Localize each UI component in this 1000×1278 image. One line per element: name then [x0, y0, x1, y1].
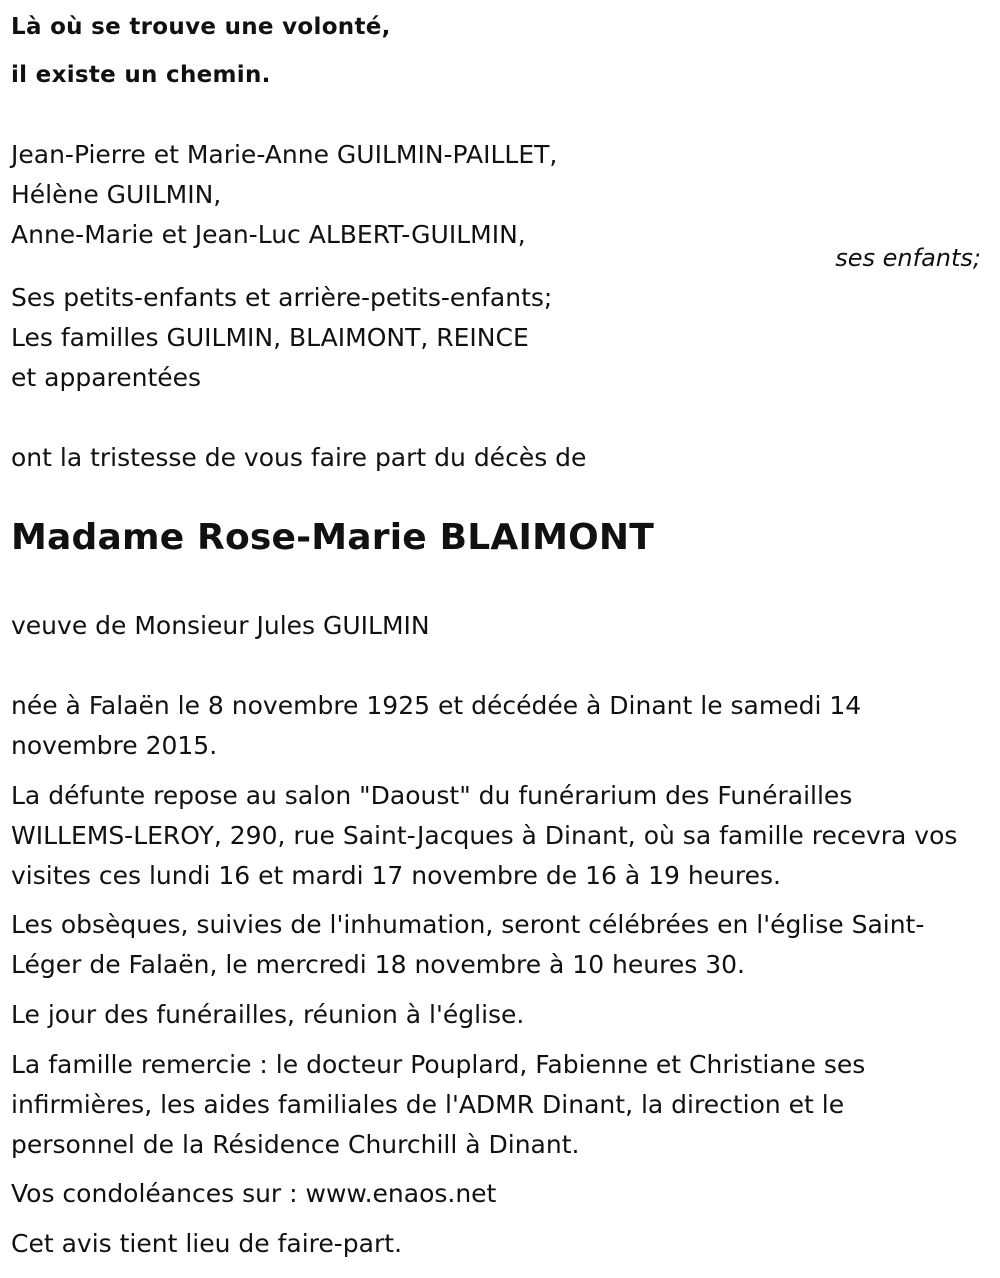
- announcement-text: ont la tristesse de vous faire part du décès de: [11, 443, 587, 472]
- funeral-paragraph: Les obsèques, suivies de l'inhumation, seront célébrées en l'église Saint-Léger de Falaën, le mercredi 18 novembre à 10 heures 30.: [11, 910, 925, 979]
- child-name: Hélène GUILMIN,: [11, 180, 222, 209]
- condolences-paragraph: Vos condoléances sur : www.enaos.net: [11, 1179, 497, 1208]
- deceased-name: Madame Rose-Marie BLAIMONT: [11, 517, 654, 558]
- motto-line-2: il existe un chemin.: [11, 62, 271, 88]
- thanks-paragraph: La famille remercie : le docteur Pouplard, Fabienne et Christiane ses infirmières, les aides familiales de l'ADMR Dinant, la direction et le personnel de la Résidence Churchill à Dinant.: [11, 1050, 866, 1159]
- family-line: Ses petits-enfants et arrière-petits-enfants;: [11, 283, 553, 312]
- family-line: Les familles GUILMIN, BLAIMONT, REINCE: [11, 323, 529, 352]
- child-name: Anne-Marie et Jean-Luc ALBERT-GUILMIN,: [11, 220, 526, 249]
- children-role: ses enfants;: [835, 244, 981, 272]
- birth-death-paragraph: née à Falaën le 8 novembre 1925 et décédée à Dinant le samedi 14 novembre 2015.: [11, 691, 862, 760]
- motto-line-1: Là où se trouve une volonté,: [11, 14, 391, 40]
- notice-paragraph: Cet avis tient lieu de faire-part.: [11, 1229, 403, 1258]
- widow-of-text: veuve de Monsieur Jules GUILMIN: [11, 611, 430, 640]
- rests-paragraph: La défunte repose au salon "Daoust" du funérarium des Funérailles WILLEMS-LEROY, 290, rue Saint-Jacques à Dinant, où sa famille recevra vos visites ces lundi 16 et mardi 17 novembre de 16 à 19 heures.: [11, 781, 958, 890]
- meeting-paragraph: Le jour des funérailles, réunion à l'église.: [11, 1000, 525, 1029]
- child-name: Jean-Pierre et Marie-Anne GUILMIN-PAILLET,: [11, 140, 558, 169]
- family-line: et apparentées: [11, 363, 202, 392]
